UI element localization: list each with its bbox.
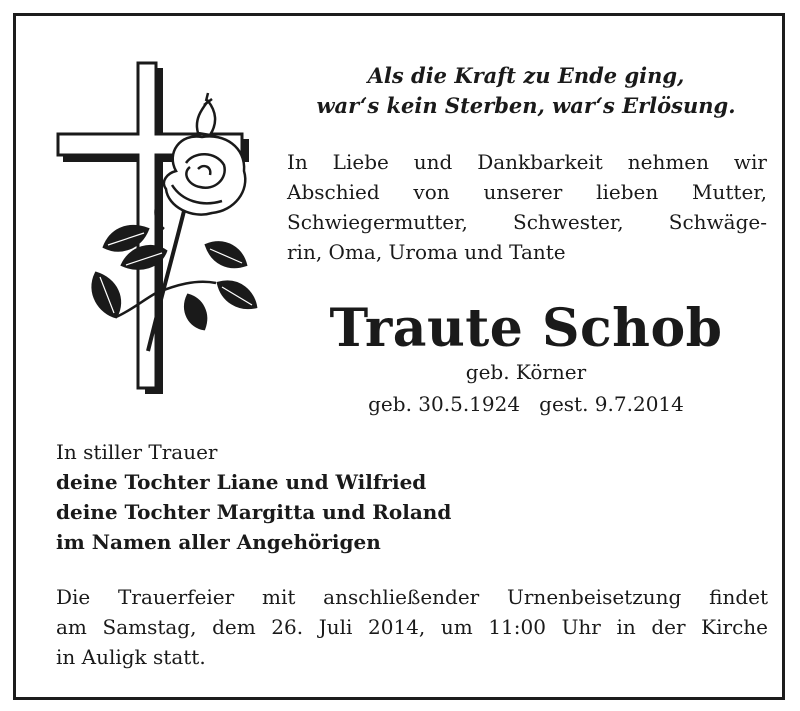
deceased-name: Traute Schob — [329, 298, 723, 359]
intro-text — [287, 147, 767, 267]
motto-line: war‘s kein Sterben, war‘s Erlösung. — [316, 93, 736, 118]
mourner-line: im Namen aller Angehörigen — [56, 530, 381, 554]
intro-line: Schwiegermutter, Schwester, Schwäge- — [287, 210, 767, 234]
motto-verse — [316, 61, 736, 121]
service-line: Die Trauerfeier mit anschließender Urnenbeisetzung findet — [56, 585, 768, 609]
intro-line: rin, Oma, Uroma und Tante — [287, 240, 566, 264]
cross-rose-illustration — [56, 61, 271, 406]
motto-line: Als die Kraft zu Ende ging, — [367, 63, 685, 88]
life-dates — [316, 389, 736, 419]
mourners-intro: In stiller Trauer — [56, 440, 218, 464]
cross-icon — [58, 63, 249, 394]
mourners-block — [56, 437, 556, 557]
intro-line: In Liebe und Dankbarkeit nehmen wir — [287, 150, 767, 174]
mourner-line: deine Tochter Margitta und Roland — [56, 500, 452, 524]
death-date: gest. 9.7.2014 — [539, 392, 684, 416]
service-line: in Auligk statt. — [56, 645, 206, 669]
rose-icon — [93, 93, 256, 351]
service-line: am Samstag, dem 26. Juli 2014, um 11:00 Uhr in der Kirche — [56, 615, 768, 639]
birth-date: geb. 30.5.1924 — [368, 392, 521, 416]
maiden-name: geb. Körner — [465, 360, 587, 384]
mourner-line: deine Tochter Liane und Wilfried — [56, 470, 427, 494]
obituary-notice — [13, 13, 785, 700]
funeral-service-info — [56, 582, 768, 672]
intro-line: Abschied von unserer lieben Mutter, — [287, 180, 767, 204]
